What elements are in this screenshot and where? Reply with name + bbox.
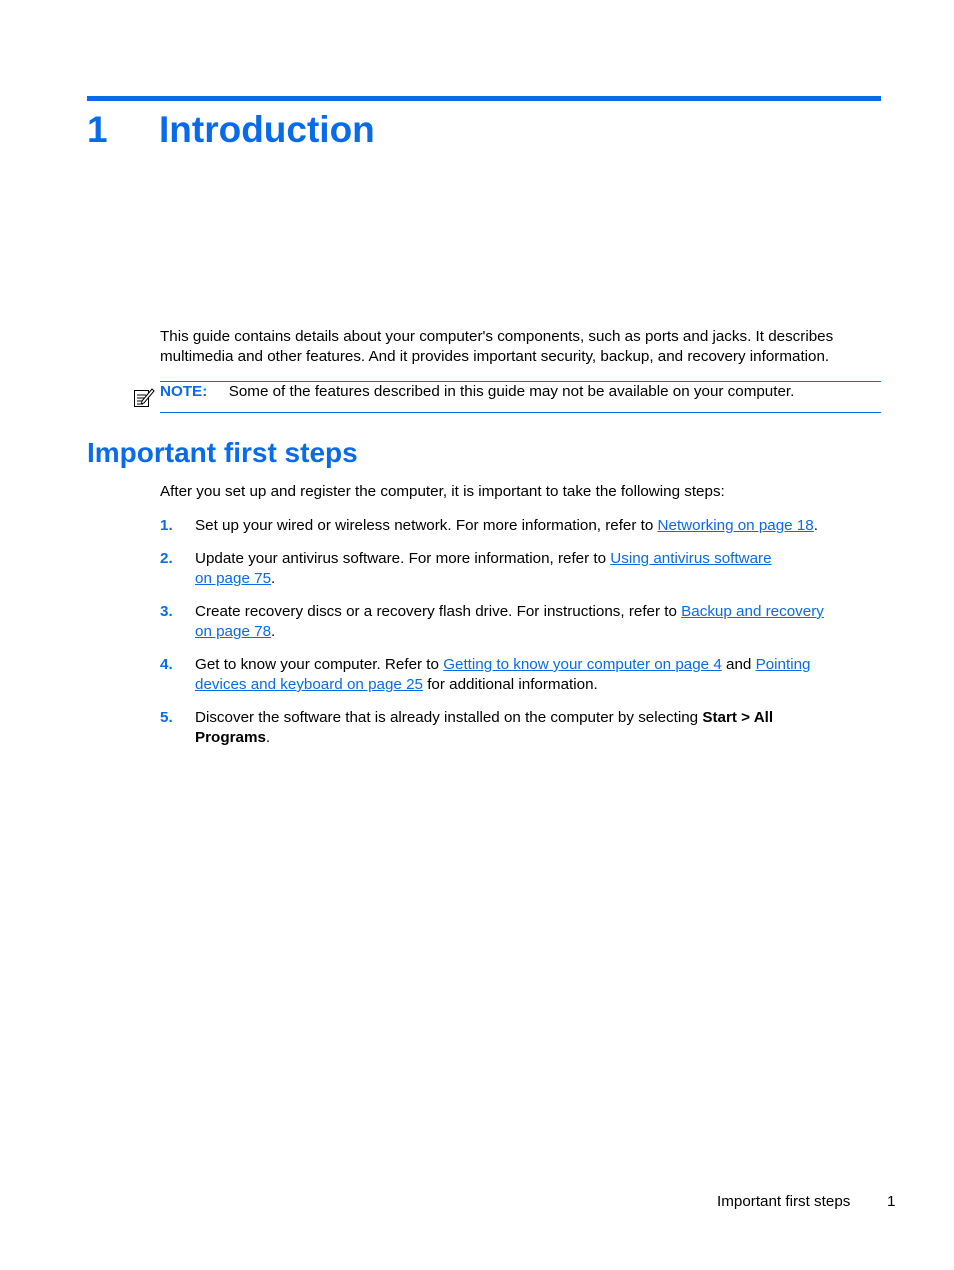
note-text-line (160, 382, 794, 401)
step-number: 4. (160, 656, 173, 673)
intro-paragraph (160, 327, 890, 367)
step-item (160, 708, 881, 748)
step-text: Set up your wired or wireless network. For more information, refer to Networking on page 18. (195, 517, 818, 534)
step-number: 3. (160, 603, 173, 620)
section-lead: After you set up and register the computer, it is important to take the following steps: (160, 483, 725, 500)
note-label: NOTE: (160, 383, 208, 400)
step-number: 2. (160, 550, 173, 567)
link-antivirus-page[interactable]: on page 75 (195, 570, 272, 587)
step-item (160, 602, 881, 642)
note-pencil-icon (133, 386, 155, 408)
chapter-title: Introduction (159, 109, 375, 150)
steps-list (160, 516, 881, 761)
intro-line-2: multimedia and other features. And it provides important security, backup, and recovery information. (160, 348, 830, 365)
link-backup-recovery-page[interactable]: on page 78 (195, 623, 272, 640)
link-pointing-devices[interactable]: Pointing (755, 656, 811, 673)
step-number: 1. (160, 517, 173, 534)
step-number: 5. (160, 709, 173, 726)
menu-path-programs: Programs (195, 729, 266, 746)
step-text: Get to know your computer. Refer to Getting to know your computer on page 4 and Pointing devices and keyboard on page 25 for additional information. (195, 656, 811, 693)
intro-line-1: This guide contains details about your computer's components, such as ports and jacks. It describes (160, 328, 834, 345)
link-antivirus[interactable]: Using antivirus software (610, 550, 772, 567)
link-networking[interactable]: Networking on page 18 (657, 517, 814, 534)
step-item (160, 516, 881, 536)
section-title: Important first steps (87, 437, 358, 468)
footer-section-title: Important first steps (717, 1193, 851, 1210)
chapter-number: 1 (87, 109, 108, 150)
step-text: Update your antivirus software. For more information, refer to Using antivirus software on page 75. (195, 550, 772, 587)
link-getting-to-know[interactable]: Getting to know your computer on page 4 (443, 656, 722, 673)
link-pointing-devices-page[interactable]: devices and keyboard on page 25 (195, 676, 423, 693)
page-number: 1 (887, 1193, 896, 1210)
note-body: Some of the features described in this guide may not be available on your computer. (228, 383, 795, 400)
note-box (160, 381, 881, 413)
step-text: Create recovery discs or a recovery flash drive. For instructions, refer to Backup and recovery on page 78. (195, 603, 824, 640)
step-item (160, 655, 881, 695)
menu-path: Start > All (702, 709, 774, 726)
step-text: Discover the software that is already installed on the computer by selecting Start > All Programs. (195, 709, 774, 746)
chapter-top-rule (87, 96, 881, 101)
step-item (160, 549, 881, 589)
link-backup-recovery[interactable]: Backup and recovery (681, 603, 824, 620)
